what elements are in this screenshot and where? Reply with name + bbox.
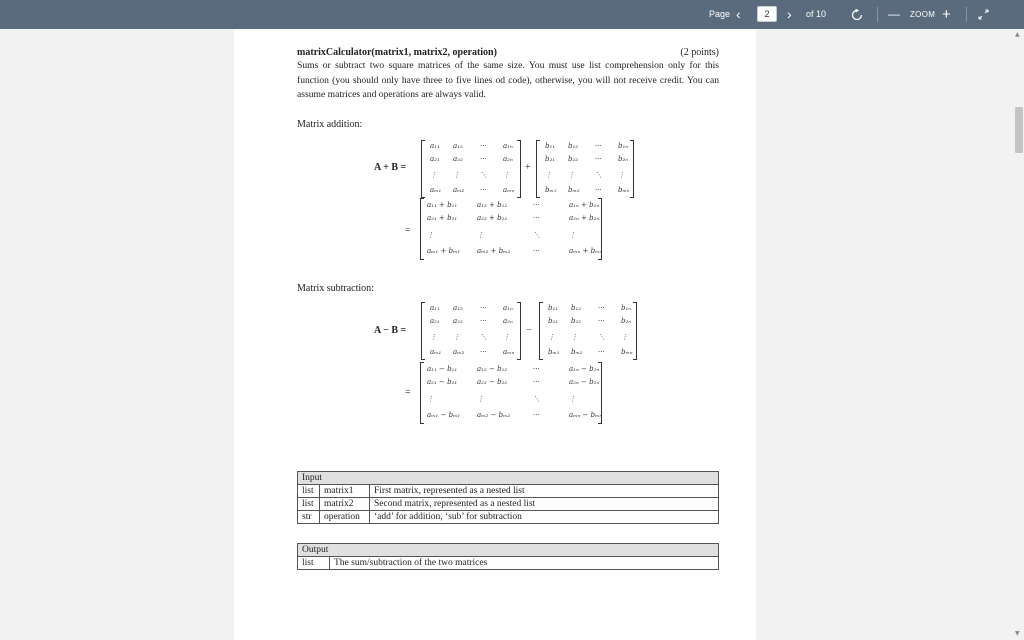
chevron-left-icon[interactable]: ‹ [736, 6, 741, 22]
matrix-entry: ··· [595, 155, 602, 163]
equals-sign: = [405, 225, 411, 236]
matrix-entry: aₘ₂ + bₘ₂ [477, 247, 511, 255]
matrix-bracket [517, 140, 521, 198]
matrix-entry: a₁ₙ − b₁ₙ [569, 365, 600, 373]
matrix-entry: ⋱ [480, 171, 487, 179]
sum-matrix [420, 198, 602, 260]
table-row [298, 557, 719, 570]
matrix-entry: b₁₂ [568, 142, 579, 150]
matrix-entry: bₘₙ [621, 348, 633, 356]
matrix-entry: ⋱ [595, 171, 602, 179]
matrix-entry: aₘ₂ [453, 348, 465, 356]
return-type: list [298, 557, 330, 570]
matrix-entry: ⋮ [545, 171, 552, 179]
function-description: Sums or subtract two square matrices of the same size. You must use list comprehension only for this function (you should only have three to five lines od code), otherwise, you will not receive credit. You can assume matrices and operations are always valid. [297, 60, 719, 100]
matrix-bracket [420, 198, 424, 260]
matrix-bracket [421, 302, 425, 360]
matrix-entry: ··· [533, 214, 540, 222]
param-type: list [298, 485, 320, 498]
matrix-bracket [420, 362, 424, 424]
page-content [297, 47, 719, 103]
chevron-right-icon[interactable]: › [787, 6, 792, 22]
addition-label: Matrix addition: [297, 119, 363, 130]
matrix-entry: a₁₂ + b₁₂ [477, 201, 508, 209]
scroll-down-icon[interactable]: ▼ [1015, 630, 1020, 637]
matrix-a [421, 140, 521, 198]
addition-lhs: A + B = [374, 162, 407, 173]
matrix-b [536, 140, 634, 198]
matrix-entry: ⋮ [548, 333, 555, 341]
matrix-entry: ⋮ [569, 395, 576, 403]
matrix-entry: a₁ₙ [503, 142, 513, 150]
matrix-entry: ··· [598, 304, 605, 312]
matrix-entry: b₁₁ [548, 304, 559, 312]
difference-matrix [420, 362, 602, 424]
subtraction-label: Matrix subtraction: [297, 283, 374, 294]
param-name: operation [320, 511, 370, 524]
matrix-entry: ··· [480, 142, 487, 150]
matrix-entry: a₁₁ [430, 142, 440, 150]
matrix-entry: a₂₁ [430, 155, 440, 163]
matrix-entry: b₁ₙ [618, 142, 629, 150]
param-description: First matrix, represented as a nested list [370, 485, 719, 498]
toolbar-divider [877, 7, 878, 22]
matrix-entry: a₂₂ + b₂₂ [477, 214, 508, 222]
matrix-entry: ··· [533, 365, 540, 373]
matrix-entry: b₂ₙ [618, 155, 629, 163]
matrix-entry: ⋱ [533, 395, 540, 403]
matrix-entry: ⋱ [480, 333, 487, 341]
matrix-entry: ··· [533, 201, 540, 209]
matrix-entry: aₘ₁ + bₘ₁ [427, 247, 461, 255]
matrix-entry: ⋮ [427, 395, 434, 403]
matrix-entry: ··· [533, 247, 540, 255]
matrix-entry: ··· [533, 411, 540, 419]
matrix-entry: b₂₂ [568, 155, 579, 163]
matrix-entry: a₂₂ [453, 155, 463, 163]
scrollbar-thumb[interactable] [1015, 107, 1023, 153]
matrix-entry: b₂₂ [571, 317, 582, 325]
matrix-entry: ··· [480, 186, 487, 194]
matrix-entry: a₁₂ − b₁₂ [477, 365, 508, 373]
matrix-entry: bₘ₂ [571, 348, 583, 356]
matrix-entry: a₁₂ [453, 142, 463, 150]
matrix-entry: ⋮ [621, 333, 628, 341]
matrix-entry: ··· [533, 378, 540, 386]
matrix-entry: bₘ₂ [568, 186, 580, 194]
function-signature: matrixCalculator(matrix1, matrix2, operation) [297, 47, 497, 58]
matrix-entry: bₘ₁ [545, 186, 557, 194]
table-row [298, 485, 719, 498]
matrix-entry: ⋮ [430, 171, 437, 179]
matrix-entry: a₂ₙ [503, 317, 513, 325]
subtraction-lhs: A − B = [374, 325, 407, 336]
matrix-entry: ⋮ [503, 333, 510, 341]
output-table [297, 543, 719, 570]
param-name: matrix2 [320, 498, 370, 511]
matrix-entry: a₁₁ [430, 304, 440, 312]
matrix-entry: aₘ₁ [430, 348, 442, 356]
input-table [297, 471, 719, 524]
matrix-entry: aₘₙ [503, 186, 515, 194]
param-name: matrix1 [320, 485, 370, 498]
matrix-entry: ··· [480, 304, 487, 312]
matrix-entry: ⋮ [453, 171, 460, 179]
matrix-bracket [517, 302, 521, 360]
matrix-entry: ··· [480, 317, 487, 325]
matrix-entry: a₁ₙ + b₁ₙ [569, 201, 600, 209]
matrix-entry: aₘ₁ − bₘ₁ [427, 411, 461, 419]
matrix-entry: aₘₙ − bₘₙ [569, 411, 603, 419]
matrix-entry: bₘₙ [618, 186, 630, 194]
matrix-entry: ··· [595, 142, 602, 150]
matrix-entry: aₘ₂ − bₘ₂ [477, 411, 511, 419]
rotate-icon[interactable] [848, 0, 866, 29]
matrix-entry: ⋮ [571, 333, 578, 341]
matrix-entry: a₂ₙ − b₂ₙ [569, 378, 600, 386]
table-row [298, 498, 719, 511]
matrix-bracket [536, 140, 540, 198]
matrix-entry: aₘ₁ [430, 186, 442, 194]
matrix-entry: bₘ₁ [548, 348, 560, 356]
matrix-entry: aₘ₂ [453, 186, 465, 194]
matrix-entry: b₁₂ [571, 304, 582, 312]
matrix-entry: a₁₁ − b₁₁ [427, 365, 458, 373]
matrix-bracket [633, 302, 637, 360]
param-type: list [298, 498, 320, 511]
matrix-entry: b₁ₙ [621, 304, 632, 312]
matrix-entry: a₂₂ − b₂₂ [477, 378, 508, 386]
zoom-label: ZOOM [910, 10, 936, 19]
pdf-toolbar [0, 0, 1024, 29]
fullscreen-icon[interactable] [978, 0, 989, 29]
matrix-entry: a₂ₙ [503, 155, 513, 163]
matrix-entry: ⋮ [569, 231, 576, 239]
zoom-in-icon[interactable]: + [942, 6, 951, 23]
matrix-entry: aₘₙ [503, 348, 515, 356]
matrix-entry: ⋮ [453, 333, 460, 341]
matrix-bracket [539, 302, 543, 360]
matrix-entry: ⋱ [533, 231, 540, 239]
param-type: str [298, 511, 320, 524]
matrix-entry: ⋱ [598, 333, 605, 341]
return-description: The sum/subtraction of the two matrices [330, 557, 719, 570]
equals-sign: = [405, 387, 411, 398]
matrix-entry: ⋮ [568, 171, 575, 179]
matrix-entry: a₁ₙ [503, 304, 513, 312]
matrix-entry: a₂₂ [453, 317, 463, 325]
matrix-entry: ··· [480, 155, 487, 163]
matrix-entry: aₘₙ + bₘₙ [569, 247, 603, 255]
plus-operator: + [525, 162, 531, 173]
matrix-entry: b₂₁ [548, 317, 559, 325]
matrix-entry: ⋮ [503, 171, 510, 179]
input-table-header: Input [298, 472, 719, 485]
output-table-header: Output [298, 544, 719, 557]
param-description: Second matrix, represented as a nested list [370, 498, 719, 511]
matrix-entry: b₁₁ [545, 142, 556, 150]
matrix-entry: ⋮ [618, 171, 625, 179]
matrix-entry: ··· [598, 317, 605, 325]
matrix-entry: a₂₁ [430, 317, 440, 325]
matrix-entry: ⋮ [477, 395, 484, 403]
document-page [234, 29, 756, 640]
matrix-entry: ··· [480, 348, 487, 356]
table-row [298, 511, 719, 524]
matrix-bracket [421, 140, 425, 198]
minus-operator: − [526, 325, 532, 336]
matrix-entry: ⋮ [427, 231, 434, 239]
matrix-b [539, 302, 637, 360]
matrix-entry: b₂ₙ [621, 317, 632, 325]
matrix-entry: a₂ₙ + b₂ₙ [569, 214, 600, 222]
matrix-bracket [630, 140, 634, 198]
page-number-input[interactable]: 2 [757, 6, 777, 22]
matrix-entry: a₁₁ + b₁₁ [427, 201, 458, 209]
zoom-out-icon[interactable]: — [888, 7, 900, 21]
matrix-entry: ⋮ [430, 333, 437, 341]
matrix-entry: ··· [598, 348, 605, 356]
matrix-a [421, 302, 521, 360]
total-pages-label: of 10 [806, 9, 827, 19]
toolbar-divider [966, 7, 967, 22]
matrix-entry: a₁₂ [453, 304, 463, 312]
matrix-entry: a₂₁ − b₂₁ [427, 378, 458, 386]
function-header [297, 47, 719, 58]
matrix-entry: a₂₁ + b₂₁ [427, 214, 458, 222]
param-description: ‘add’ for addition, ‘sub’ for subtraction [370, 511, 719, 524]
matrix-entry: ⋮ [477, 231, 484, 239]
scroll-up-icon[interactable]: ▲ [1015, 31, 1020, 38]
page-label: Page [709, 9, 731, 19]
matrix-entry: b₂₁ [545, 155, 556, 163]
matrix-entry: ··· [595, 186, 602, 194]
points-label: (2 points) [680, 47, 719, 58]
document-viewer[interactable] [0, 29, 1024, 640]
